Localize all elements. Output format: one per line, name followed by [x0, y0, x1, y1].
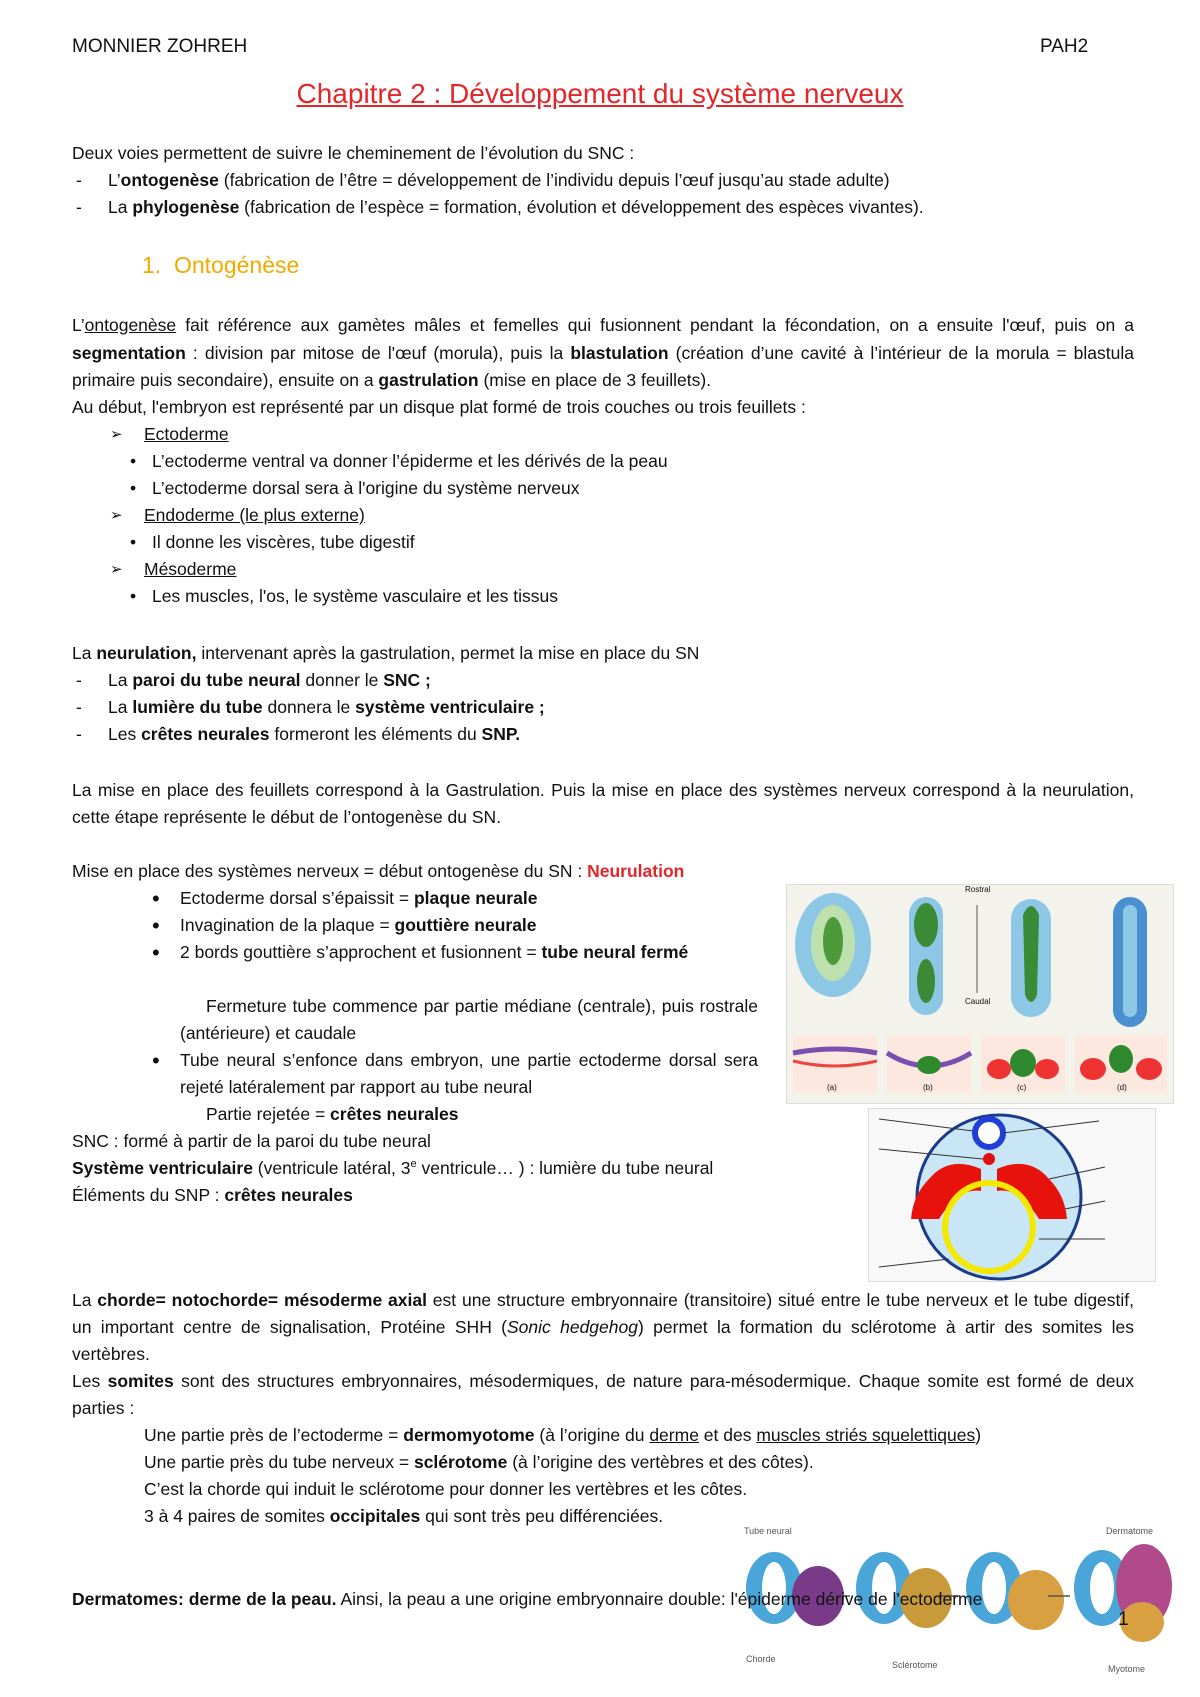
- somites-paragraph: Les somites sont des structures embryonnaires, mésodermiques, de nature para-mésodermique. Chaque somite est formé de deux parties :: [72, 1371, 1134, 1418]
- crete-text: Partie rejetée = crêtes neurales: [206, 1104, 459, 1124]
- somite-line-4: 3 à 4 paires de somites occipitales qui sont très peu différenciées.: [144, 1506, 664, 1526]
- dermatomes-line: Dermatomes: derme de la peau. Ainsi, la peau a une origine embryonnaire double: l'épiderme dérive de l'ectoderme: [72, 1589, 983, 1609]
- page-number: 1: [1118, 1609, 1129, 1630]
- list-item: - La paroi du tube neural donner le SNC ;: [108, 667, 1128, 694]
- feuillets-intro: Au début, l'embryon est représenté par un disque plat formé de trois couches ou trois feuillets :: [72, 397, 806, 417]
- list-item: • Invagination de la plaque = gouttière neurale: [180, 912, 758, 939]
- list-item: • Les muscles, l'os, le système vasculaire et les tissus: [152, 583, 558, 610]
- somite-figure: Tube neural Chorde Sclérotome Dermatome Myotome: [738, 1526, 1178, 1676]
- section-heading: 1. Ontogénèse: [142, 252, 300, 278]
- neurulation-lead: Mise en place des systèmes nerveux = début ontogenèse du SN : Neurulation: [72, 861, 685, 881]
- somite-line-3: C’est la chorde qui induit le sclérotome pour donner les vertèbres et les côtes.: [144, 1479, 748, 1499]
- chorde-paragraph: La chorde= notochorde= mésoderme axial est une structure embryonnaire (transitoire) situé entre le tube nerveux et le tube digestif, un important centre de signalisation, Protéine SHH (Sonic hedgehog) permet la formation du sclérotome à artir des somites les vertèbres.: [72, 1290, 1135, 1364]
- list-item: - Les crêtes neurales formeront les éléments du SNP.: [108, 721, 1128, 748]
- list-item: • L’ectoderme dorsal sera à l'origine du système nerveux: [152, 475, 579, 502]
- list-item: • Ectoderme dorsal s’épaissit = plaque neurale: [180, 885, 758, 912]
- list-item: • Il donne les viscères, tube digestif: [152, 529, 415, 556]
- intro-text: Deux voies permettent de suivre le cheminement de l’évolution du SNC :: [72, 143, 635, 163]
- author-name: MONNIER ZOHREH: [72, 36, 248, 57]
- somite-part-2: Une partie près du tube nerveux = sclérotome (à l’origine des vertèbres et des côtes).: [144, 1452, 814, 1472]
- list-item: - L’ontogenèse (fabrication de l’être = développement de l’individu depuis l’œuf jusqu’au stade adulte): [108, 167, 1128, 194]
- list-item: - La phylogenèse (fabrication de l’espèce = formation, évolution et développement des espèces vivantes).: [108, 194, 1128, 221]
- list-item: • Tube neural s’enfonce dans embryon, une partie ectoderme dorsal sera rejeté latéralement par rapport au tube neural: [180, 1047, 758, 1101]
- ontogenese-paragraph: L’ontogenèse fait référence aux gamètes mâles et femelles qui fusionnent pendant la fécondation, on a ensuite l'œuf, puis on a segmentation : division par mitose de l'œuf (morula), puis la blastulation (création d’une cavité à l’intérieur de la morula = blastula primaire puis secondaire), ensuite on a gastrulation (mise en place de 3 feuillets).: [72, 315, 1134, 390]
- cross-section-figure: [868, 1108, 1156, 1282]
- somite-part-1: Une partie près de l’ectoderme = dermomyotome (à l’origine du derme et des muscles striés squelettiques): [144, 1425, 982, 1445]
- list-item: - La lumière du tube donnera le système ventriculaire ;: [108, 694, 1128, 721]
- list-item: • L’ectoderme ventral va donner l’épiderme et les dérivés de la peau: [152, 448, 668, 475]
- list-item: • 2 bords gouttière s’approchent et fusionnent = tube neural fermé: [180, 939, 758, 966]
- snp-line: Éléments du SNP : crêtes neurales: [72, 1185, 353, 1205]
- snc-line: SNC : formé à partir de la paroi du tube neural: [72, 1131, 431, 1151]
- fermeture-text: Fermeture tube commence par partie médiane (centrale), puis rostrale (antérieure) et caudale: [180, 996, 758, 1043]
- doc-code: PAH2: [1040, 36, 1089, 57]
- neurulation-intro: La neurulation, intervenant après la gastrulation, permet la mise en place du SN: [72, 643, 700, 663]
- gastrulation-paragraph: La mise en place des feuillets correspond à la Gastrulation. Puis la mise en place des systèmes nerveux correspond à la neurulation, cette étape représente le début de l’ontogenèse du SN.: [72, 780, 1134, 827]
- ventricule-line: Système ventriculaire (ventricule latéral, 3e ventricule… ) : lumière du tube neural: [72, 1158, 714, 1178]
- neurulation-figure: Rostral Caudal (a) (b) (c) (d): [786, 884, 1174, 1104]
- page-title: Chapitre 2 : Développement du système nerveux: [296, 78, 904, 109]
